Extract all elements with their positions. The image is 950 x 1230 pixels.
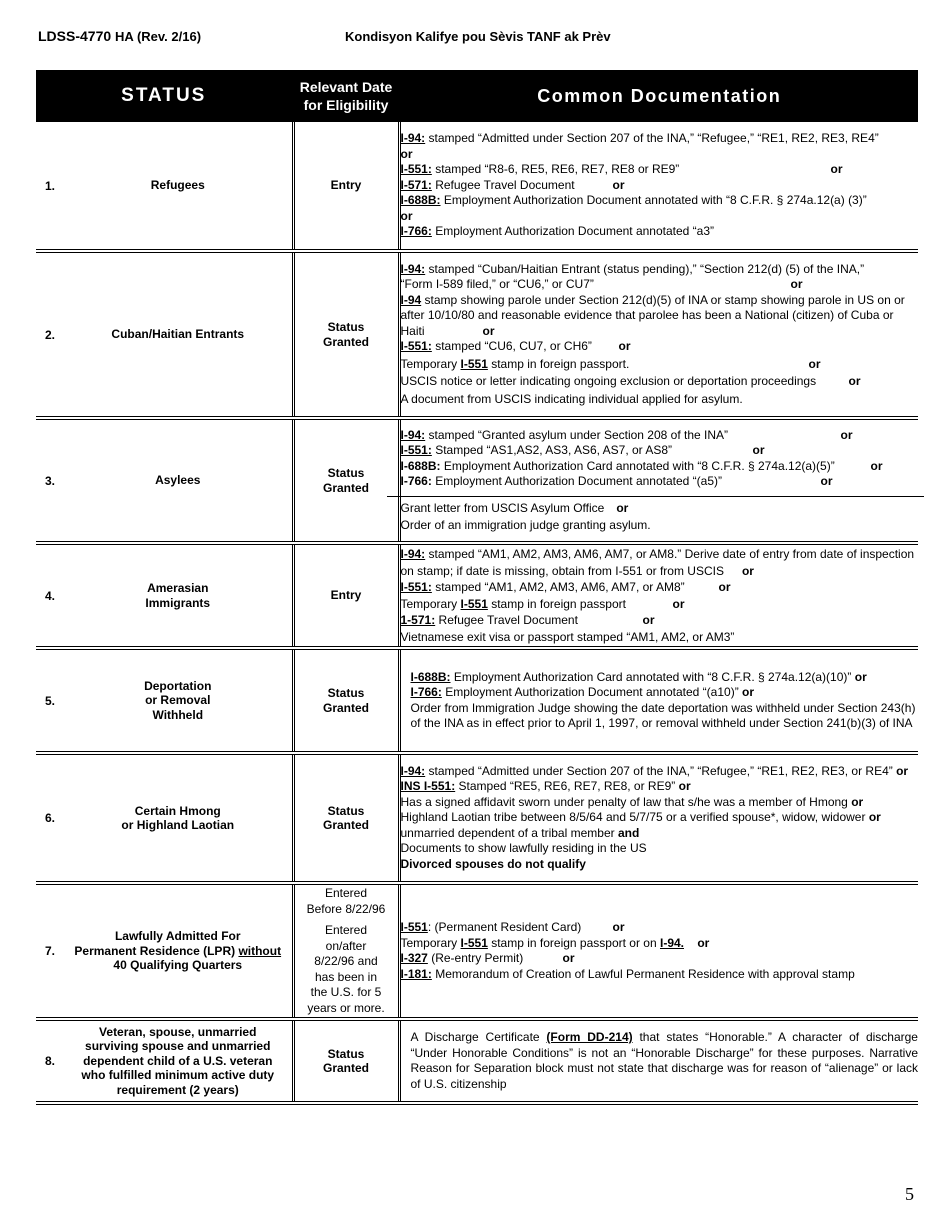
row-number: 4. [36,543,64,648]
form-revision: HA (Rev. 2/16) [115,29,202,44]
row-number: 7. [36,883,64,1019]
eligibility-table [36,70,918,1105]
table-row [36,418,918,543]
document-title: Kondisyon Kalifye pou Sèvis TANF ak Prèv [345,29,611,44]
date-cell: Entered Before 8/22/96 Entered on/after 8/22/96 and has been in the U.S. for 5 years or more. [293,883,399,1019]
row-number: 3. [36,418,64,543]
date-cell: Entry [293,543,399,648]
date-cell: Status Granted [293,753,399,883]
status-cell: Asylees [64,418,293,543]
date-cell: Status Granted [293,1019,399,1103]
date-cell: Status Granted [293,251,399,418]
status-cell: Lawfully Admitted For Permanent Residence (LPR) without 40 Qualifying Quarters [64,883,293,1019]
documentation-cell: I-94: stamped “Cuban/Haitian Entrant (status pending),” “Section 212(d) (5) of the INA,” “Form I-589 filed,” or “CU6,” or CU7” or I-94 stamp showing parole under Section 212(d)(5) of INA or stamp showing parole in US on or after 10/10/80 and reasonable evidence that parolee has been a National (citizen) of Cuba or Haiti or I-551: stamped “CU6, CU7, or CH6” or Temporary I-551 stamp in foreign passport. or USCIS notice or letter indicating ongoing exclusion or deportation proceedings or A document from USCIS indicating individual applied for asylum. [399,251,918,418]
row-number: 5. [36,648,64,753]
table-header-row [36,70,918,122]
row-number: 1. [36,122,64,251]
table-row [36,543,918,648]
table-row [36,251,918,418]
documentation-cell: I-688B: Employment Authorization Card annotated with “8 C.F.R. § 274a.12(a)(10)” or I-766: Employment Authorization Document annotated “(a10)” or Order from Immigration Judge showing the date deportation was withheld under Section 243(h) of the INA as in effect prior to April 1, 1997, or removal withheld under Section 241(b)(3) of INA [399,648,918,753]
column-header-status: STATUS [36,70,293,122]
row-number: 6. [36,753,64,883]
row-number: 2. [36,251,64,418]
documentation-cell: A Discharge Certificate (Form DD-214) that states “Honorable.” A character of discharge “Under Honorable Conditions” is not an “Honorable Discharge” for these purposes. Narrative Reason for Separation block must not state that discharge was for reason of “alienage” or lack of U.S. citizenship [399,1019,918,1103]
status-cell: Veteran, spouse, unmarried surviving spouse and unmarried dependent child of a U.S. veteran who fulfilled minimum active duty requirement (2 years) [64,1019,293,1103]
table-row [36,648,918,753]
date-cell: Entry [293,122,399,251]
status-cell: Amerasian Immigrants [64,543,293,648]
documentation-cell: I-94: stamped “AM1, AM2, AM3, AM6, AM7, or AM8.” Derive date of entry from date of inspection on stamp; if date is missing, obtain from I-551 or from USCIS or I-551: stamped “AM1, AM2, AM3, AM6, AM7, or AM8” or Temporary I-551 stamp in foreign passport or 1-571: Refugee Travel Document or Vietnamese exit visa or passport stamped “AM1, AM2, or AM3” [399,543,918,648]
status-cell: Certain Hmong or Highland Laotian [64,753,293,883]
date-cell: Status Granted [293,418,399,543]
documentation-cell: I-551: (Permanent Resident Card) or Temporary I-551 stamp in foreign passport or on I-94. or I-327 (Re-entry Permit) or I-181: Memorandum of Creation of Lawful Permanent Residence with approval stamp [399,883,918,1019]
divider [387,496,925,497]
status-cell: Refugees [64,122,293,251]
documentation-cell: I-94: stamped “Admitted under Section 207 of the INA,” “Refugee,” “RE1, RE2, RE3, RE4” or I-551: stamped “R8-6, RE5, RE6, RE7, RE8 or RE9” or I-571: Refugee Travel Document or I-688B: Employment Authorization Document annotated with “8 C.F.R. § 274a.12(a) (3)” or I-766: Employment Authorization Document annotated “a3” [399,122,918,251]
row-number: 8. [36,1019,64,1103]
form-id: LDSS-4770 HA (Rev. 2/16) [38,28,202,44]
documentation-cell: I-94: stamped “Granted asylum under Section 208 of the INA” or I-551: Stamped “AS1,AS2, AS3, AS6, AS7, or AS8” or I-688B: Employment Authorization Card annotated with “8 C.F.R. § 274a.12(a)(5)” or I-766: Employment Authorization Document annotated “(a5)” or Grant letter from USCIS Asylum Office or Order of an immigration judge granting asylum. [399,418,918,543]
table-row [36,883,918,1019]
status-cell: Cuban/Haitian Entrants [64,251,293,418]
table-row [36,122,918,251]
status-cell: Deportation or Removal Withheld [64,648,293,753]
table-row [36,1019,918,1103]
table-row [36,753,918,883]
column-header-date: Relevant Date for Eligibility [293,70,399,122]
page-number: 5 [905,1184,914,1204]
date-cell: Status Granted [293,648,399,753]
column-header-documentation: Common Documentation [399,70,918,122]
documentation-cell: I-94: stamped “Admitted under Section 207 of the INA,” “Refugee,” “RE1, RE2, RE3, or RE4” or INS I-551: Stamped “RE5, RE6, RE7, RE8, or RE9” or Has a signed affidavit sworn under penalty of law that s/he was a member of Hmong or Highland Laotian tribe between 8/5/64 and 5/7/75 or a verified spouse*, widow, widower or unmarried dependent of a tribal member and Documents to show lawfully residing in the US Divorced spouses do not qualify [399,753,918,883]
